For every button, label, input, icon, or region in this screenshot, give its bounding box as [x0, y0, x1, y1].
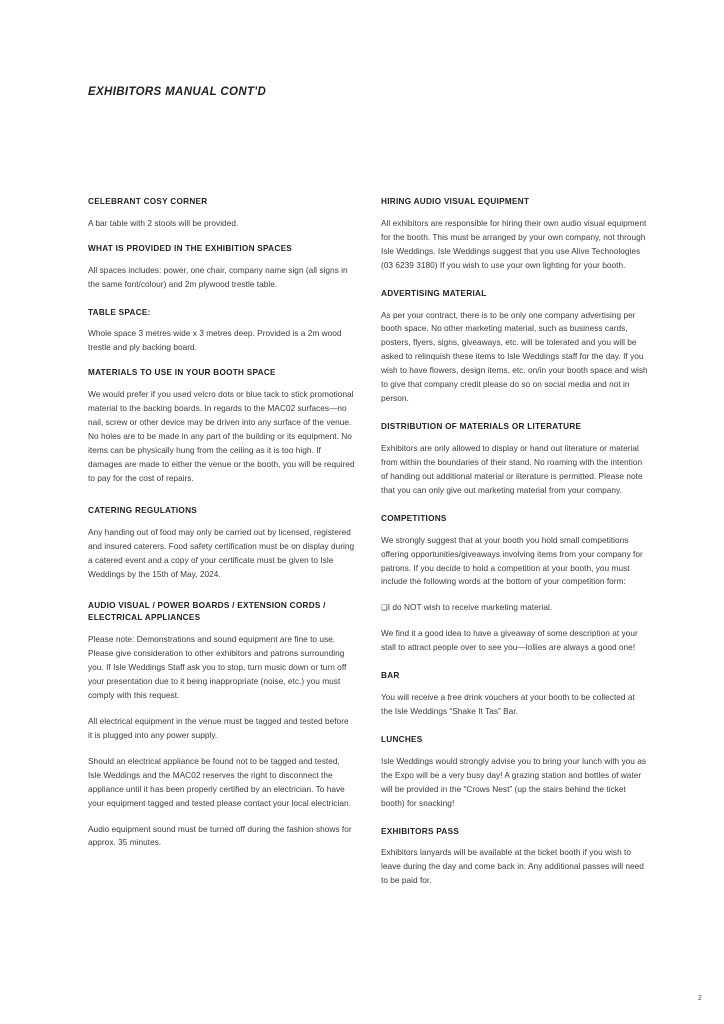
section-paragraph: All exhibitors are responsible for hiring their own audio visual equipment for the booth. This must be arranged by your own company, not through Isle Weddings. Isle Weddings suggest that you use Alive Technologies (03 6239 3180) If you wish to use your own lighting for your booth.: [381, 217, 647, 270]
document-header-title: EXHIBITORS MANUAL CONT'D: [88, 86, 267, 98]
section-paragraph: Whole space 3 metres wide x 3 metres deep. Provided is a 2m wood trestle and ply backing board.: [88, 328, 342, 353]
section-heading: EXHIBITORS PASS: [381, 826, 460, 836]
section-paragraph: Audio equipment sound must be turned off during the fashion shows for approx. 35 minutes.: [88, 823, 352, 848]
section-heading: WHAT IS PROVIDED IN THE EXHIBITION SPACES: [88, 243, 293, 253]
section-paragraph: Should an electrical appliance be found not to be tagged and tested, Isle Weddings and the MAC02 reserves the right to disconnect the appliance until it has been properly certified by an electrician. To have your equipment tagged and tested please contact your local electrician.: [88, 755, 351, 808]
section-materials-booth-space: [88, 367, 355, 485]
left-column: [88, 196, 355, 900]
right-column: [381, 196, 648, 900]
section-paragraph: You will receive a free drink vouchers at your booth to be collected at the Isle Weddings “Shake It Tas” Bar.: [381, 692, 635, 717]
section-bar: [381, 670, 648, 719]
section-audio-visual-electrical: [88, 600, 355, 850]
section-paragraph: A bar table with 2 stools will be provided.: [88, 217, 239, 228]
section-paragraph: Please note: Demonstrations and sound equipment are fine to use. Please give consideration to other exhibitors and patrons surrounding you. If Isle Weddings Staff ask you to stop, turn music down or turn off your presentation due to it being inappropriate (noise, etc.) you must comply with this request.: [88, 634, 347, 700]
section-paragraph: All electrical equipment in the venue must be tagged and tested before it is plugged into any power supply.: [88, 715, 349, 740]
section-heading: ADVERTISING MATERIAL: [381, 288, 487, 298]
section-heading: AUDIO VISUAL / POWER BOARDS / EXTENSION CORDS / ELECTRICAL APPLIANCES: [88, 601, 326, 623]
section-hiring-audio-visual-equipment: [381, 196, 648, 273]
section-paragraph: Exhibitors are only allowed to display or hand out literature or material from within the boundaries of their stand. No roaming with the intention of handing out additional material or literature is permitted. Please note that you can only give out marketing material from your company.: [381, 442, 643, 495]
section-exhibitors-pass: [381, 826, 648, 889]
section-paragraph: Isle Weddings would strongly advise you to bring your lunch with you as the Expo will be a very busy day! A grazing station and bottles of water will be provided in the “Crows Nest” (up the stairs behind the ticket booth) for snacking!: [381, 755, 647, 808]
section-heading: DISTRIBUTION OF MATERIALS OR LITERATURE: [381, 422, 582, 432]
section-heading: LUNCHES: [381, 734, 423, 744]
section-heading: TABLE SPACE:: [88, 307, 151, 317]
competition-consent-text: I do NOT wish to receive marketing material.: [387, 602, 553, 613]
section-competitions: [381, 513, 648, 655]
section-heading: CATERING REGULATIONS: [88, 505, 198, 515]
spacer: [88, 498, 355, 505]
section-table-space: [88, 307, 355, 356]
checkbox-empty-icon: ❑: [381, 603, 388, 613]
section-advertising-material: [381, 288, 648, 406]
section-heading: HIRING AUDIO VISUAL EQUIPMENT: [381, 197, 530, 206]
page-number: 2: [697, 995, 702, 1002]
section-heading: COMPETITIONS: [381, 513, 447, 523]
section-catering-regulations: [88, 505, 355, 582]
section-paragraph: As per your contract, there is to be only one company advertising per booth space. No other marketing material, such as business cards, posters, flyers, signs, giveaways, etc. will be tolerated and you will be asked to relinquish these items to Isle Weddings staff for the day. If you wish to have flowers, design items, etc. on/in your booth space and wish to give that company credit please do so on social media and not in person.: [381, 309, 648, 404]
spacer: [88, 593, 355, 600]
section-distribution-materials-literature: [381, 421, 648, 498]
section-what-is-provided: [88, 243, 355, 292]
two-column-body: [88, 196, 648, 900]
section-heading: MATERIALS TO USE IN YOUR BOOTH SPACE: [88, 368, 276, 378]
section-paragraph: Exhibitors lanyards will be available at the ticket booth if you wish to leave during the day and come back in. Any additional passes will need to be paid for.: [381, 847, 644, 886]
section-lunches: [381, 734, 648, 811]
section-paragraph: We strongly suggest that at your booth you hold small competitions offering opportunities/giveaways involving items from your company for patrons. If you decide to hold a competition at your booth, you must include the following words at the bottom of your competition form:: [381, 534, 643, 587]
section-paragraph: We would prefer if you used velcro dots or blue tack to stick promotional material to the backing boards. In regards to the MAC02 surfaces—no nail, screw or other device may be driven into any surface of the venue. No holes are to be made in any part of the building or its equipment. No items can be physically hung from the ceiling as it is too high. If damages are made to either the venue or the booth, you will be required to pay for the cost of repairs.: [88, 389, 355, 483]
section-heading: BAR: [381, 671, 400, 681]
section-paragraph: All spaces includes: power, one chair, company name sign (all signs in the same font/colour) and 2m plywood trestle table.: [88, 264, 348, 289]
section-celebrant-cosy-corner: [88, 196, 355, 231]
section-paragraph: We find it a good idea to have a giveaway of some description at your stall to attract people over to see you—lollies are always a good one!: [381, 628, 638, 653]
competition-consent-line: [381, 601, 648, 615]
section-heading: CELEBRANT COSY CORNER: [88, 197, 208, 206]
section-paragraph: Any handing out of food may only be carried out by licensed, registered and insured caterers. Food safety certification must be on display during a catered event and a copy of your certificate must be given to Isle Weddings by the 15th of May, 2024.: [88, 526, 355, 579]
